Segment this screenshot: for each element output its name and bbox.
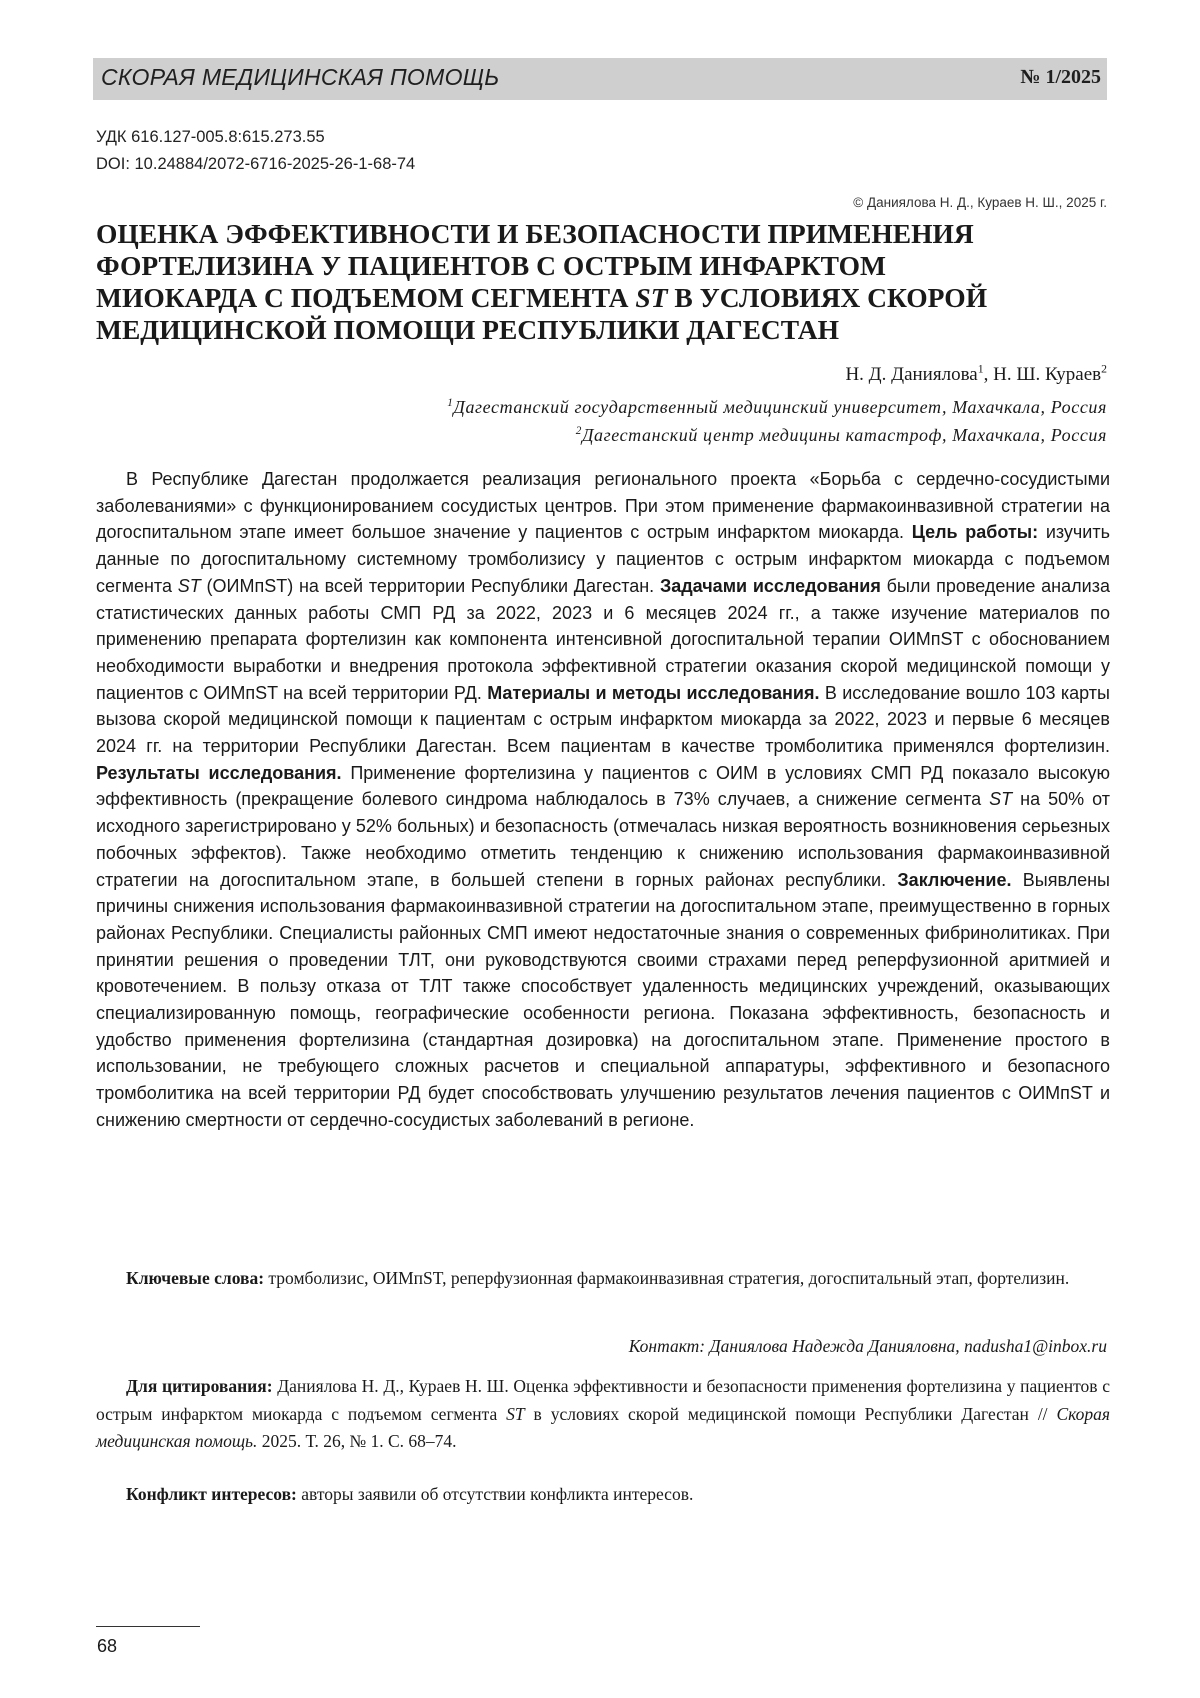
- conflict-label: Конфликт интересов:: [126, 1484, 297, 1504]
- title-line: ОЦЕНКА ЭФФЕКТИВНОСТИ И БЕЗОПАСНОСТИ ПРИМЕНЕНИЯ: [96, 218, 1110, 250]
- affiliation: 1Дагестанский государственный медицинский университет, Махачкала, Россия: [447, 397, 1107, 418]
- journal-name: СКОРАЯ МЕДИЦИНСКАЯ ПОМОЩЬ: [101, 64, 500, 91]
- title-line: МЕДИЦИНСКОЙ ПОМОЩИ РЕСПУБЛИКИ ДАГЕСТАН: [96, 314, 1110, 346]
- authors: Н. Д. Даниялова1, Н. Ш. Кураев2: [845, 364, 1107, 386]
- article-title: [96, 218, 1110, 346]
- doi: DOI: 10.24884/2072-6716-2025-26-1-68-74: [96, 155, 415, 174]
- keywords-text: тромболизис, ОИМпST, реперфузионная фармакоинвазивная стратегия, догоспитальный этап, фортелизин.: [268, 1268, 1069, 1288]
- issue-number: № 1/2025: [1020, 66, 1101, 89]
- page-number: 68: [97, 1636, 117, 1657]
- title-line: МИОКАРДА С ПОДЪЕМОМ СЕГМЕНТА ST В УСЛОВИЯХ СКОРОЙ: [96, 282, 1110, 314]
- author-name: Н. Д. Даниялова: [845, 364, 977, 385]
- udc-code: УДК 616.127-005.8:615.273.55: [96, 128, 325, 147]
- author-name: Н. Ш. Кураев: [993, 364, 1101, 385]
- copyright: © Даниялова Н. Д., Кураев Н. Ш., 2025 г.: [853, 195, 1107, 210]
- title-line: ФОРТЕЛИЗИНА У ПАЦИЕНТОВ С ОСТРЫМ ИНФАРКТОМ: [96, 250, 1110, 282]
- affiliation: 2Дагестанский центр медицины катастроф, Махачкала, Россия: [576, 425, 1107, 446]
- running-header: [93, 58, 1107, 100]
- footer-divider: [96, 1626, 200, 1627]
- citation-label: Для цитирования:: [126, 1376, 273, 1396]
- abstract-paragraph: В Республике Дагестан продолжается реализация регионального проекта «Борьба с сердечно-сосудистыми заболеваниями» с функционированием сосудистых центров. При этом применение фармакоинвазивной стратегии на догоспитальном этапе имеет большое значение у пациентов с острым инфарктом миокарда. Цель работы: изучить данные по догоспитальному системному тромболизису у пациентов с острым инфарктом миокарда с подъемом сегмента ST (ОИМпST) на всей территории Республики Дагестан. Задачами исследования были проведение анализа статистических данных работы СМП РД за 2022, 2023 и 6 месяцев 2024 гг., а также изучение материалов по применению препарата фортелизин как компонента интенсивной догоспитальной терапии ОИМпST с обоснованием необходимости выработки и внедрения протокола эффективной стратегии оказания скорой медицинской помощи у пациентов с ОИМпST на всей территории РД. Материалы и методы исследования. В исследование вошло 103 карты вызова скорой медицинской помощи к пациентам с острым инфарктом миокарда за 2022, 2023 и первые 6 месяцев 2024 гг. на территории Республики Дагестан. Всем пациентам в качестве тромболитика применялся фортелизин. Результаты исследования. Применение фортелизина у пациентов с ОИМ в условиях СМП РД показало высокую эффективность (прекращение болевого синдрома наблюдалось в 73% случаев, а снижение сегмента ST на 50% от исходного зарегистрировано у 52% больных) и безопасность (отмечалась низкая вероятность возникновения серьезных побочных эффектов). Также необходимо отметить тенденцию к снижению использования фармакоинвазивной стратегии на догоспитальном этапе, в большей степени в горных районах республики. Заключение. Выявлены причины снижения использования фармакоинвазивной стратегии на догоспитальном этапе, преимущественно в горных районах Республики. Специалисты районных СМП имеют недостаточные знания о современных фибринолитиках. При принятии решения о проведении ТЛТ, они руководствуются своими страхами перед реперфузионной аритмией и кровотечением. В пользу отказа от ТЛТ также способствует удаленность медицинских учреждений, оказывающих специализированную помощь, географические особенности региона. Показана эффективность, безопасность и удобство применения фортелизина (стандартная дозировка) на догоспитальном этапе. Применение простого в использовании, не требующего сложных расчетов и специальной аппаратуры, эффективного и безопасного тромболитика на всей территории РД будет способствовать улучшению результатов лечения пациентов с ОИМпST и снижению смертности от сердечно-сосудистых заболеваний в регионе.: [96, 466, 1110, 1134]
- contact-line: Контакт: Даниялова Надежда Данияловна, nadusha1@inbox.ru: [629, 1336, 1107, 1357]
- abstract: [96, 466, 1110, 1134]
- keywords-label: Ключевые слова:: [126, 1268, 264, 1288]
- citation: Для цитирования: Даниялова Н. Д., Кураев Н. Ш. Оценка эффективности и безопасности применения фортелизина у пациентов с острым инфарктом миокарда с подъемом сегмента ST в условиях скорой медицинской помощи Республики Дагестан // Скорая медицинская помощь. 2025. Т. 26, № 1. С. 68–74.: [96, 1373, 1110, 1456]
- keywords: [96, 1265, 1110, 1292]
- conflict-of-interest: Конфликт интересов: авторы заявили об отсутствии конфликта интересов.: [96, 1484, 1110, 1505]
